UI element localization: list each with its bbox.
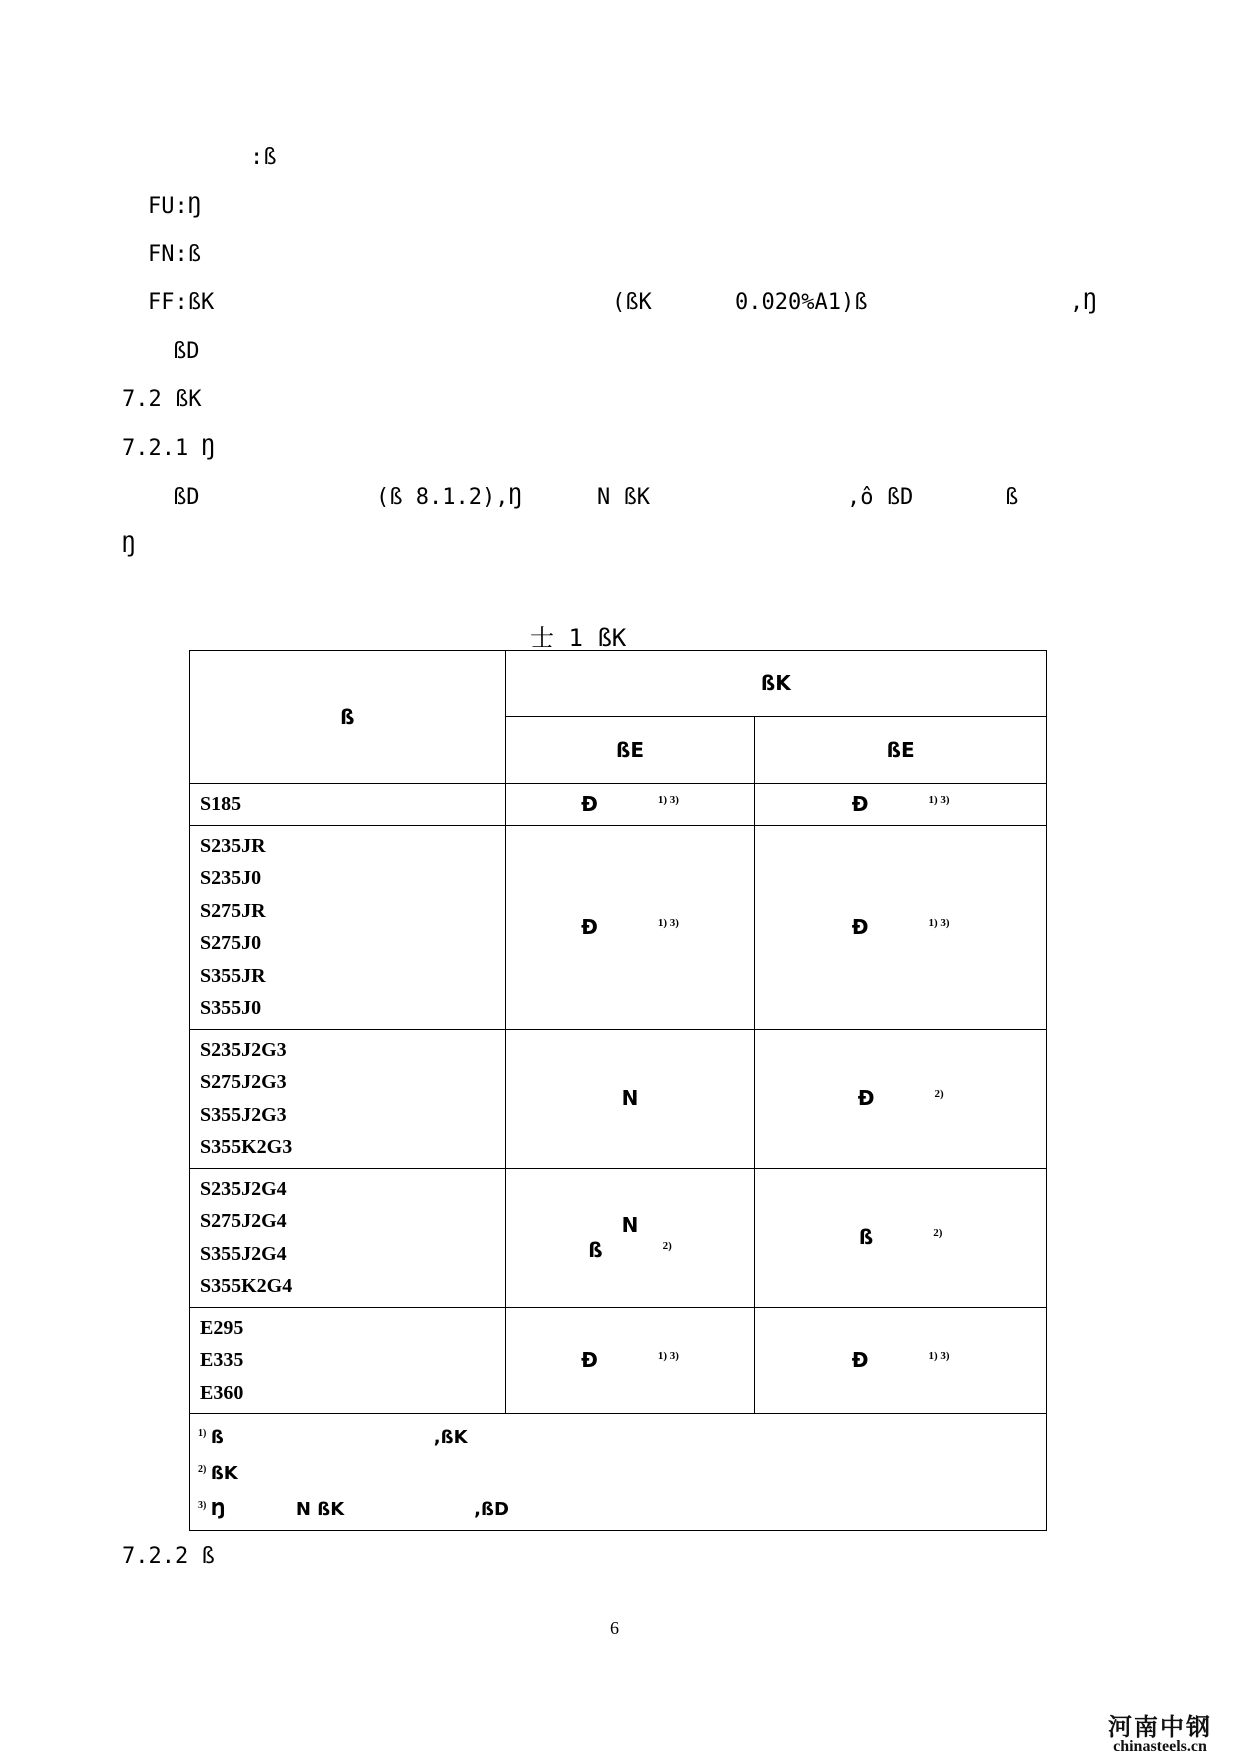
grade-cell: [190, 1168, 506, 1307]
text-line-13: N ßK: [597, 485, 650, 510]
condition-code: Ð: [581, 914, 598, 939]
text-line-10: 7.2.1 Ŋ: [122, 436, 215, 461]
grade-name: S275J0: [200, 932, 262, 954]
table-row: [190, 825, 1047, 1029]
watermark-logo: [1085, 1707, 1235, 1756]
watermark-cn: 河南中钢: [1108, 1713, 1212, 1741]
note-3: $^{3)}$ Ŋ N ßK ,ßD: [198, 1499, 509, 1520]
condition-cell-2: [755, 784, 1047, 826]
grade-cell: [190, 1307, 506, 1414]
grade-name: S355K2G3: [200, 1136, 293, 1158]
text-line-8: ßD: [173, 339, 200, 364]
condition-code: Ð: [851, 914, 869, 939]
footnote-mark: 2): [933, 1227, 943, 1240]
condition-code: Ð: [851, 1347, 869, 1372]
grade-name: S275J2G4: [200, 1210, 287, 1232]
text-line-1: :ß: [250, 145, 277, 170]
text-line-4: FF:ßK: [148, 290, 215, 315]
header-group: ßK: [505, 651, 1046, 717]
table-row: [190, 784, 1047, 826]
table-row: [190, 1168, 1047, 1307]
footnote-mark: 1) 3): [928, 794, 950, 807]
grade-name: E295: [200, 1316, 244, 1339]
text-line-3: FN:ß: [148, 242, 201, 267]
condition-code: Ð: [581, 1347, 598, 1372]
text-line-15: ß: [1005, 485, 1019, 510]
grade-name: S355J0: [200, 997, 262, 1019]
grade-cell: [190, 784, 506, 826]
text-line-14: ,ô ßD: [847, 485, 914, 510]
grade-name: E335: [200, 1349, 244, 1371]
condition-code: Ð: [857, 1086, 875, 1110]
condition-cell-1: [505, 825, 755, 1029]
table-row: [190, 1029, 1047, 1168]
page-number: 6: [610, 1618, 619, 1638]
note-2: $^{2)}$ ßK: [198, 1463, 238, 1484]
grade-name: S185: [200, 793, 242, 815]
grade-cell: [190, 1029, 506, 1168]
header-sub1: ßE: [505, 717, 755, 784]
grade-name: S355JR: [200, 964, 266, 987]
condition-code: ß: [858, 1225, 874, 1249]
table-row: [190, 1307, 1047, 1414]
grade-name: S235JR: [200, 834, 266, 857]
text-line-7: ,Ŋ: [1070, 290, 1097, 315]
grade-name: S235J2G3: [200, 1038, 287, 1061]
section-heading-7-2-2: 7.2.2 ß: [122, 1544, 215, 1569]
condition-cell-1: [505, 1307, 755, 1414]
condition-cell-2: [755, 1168, 1047, 1307]
table-caption: 士 1 ßK: [530, 624, 627, 652]
grade-name: S275JR: [200, 899, 266, 922]
header-grade: ß: [190, 651, 506, 784]
header-sub2: ßE: [755, 717, 1047, 784]
condition-cell-2: [755, 825, 1047, 1029]
text-line-12: (ß 8.1.2),Ŋ: [376, 485, 522, 510]
condition-cell-2: [755, 1307, 1047, 1414]
condition-cell-1: [505, 1029, 755, 1168]
condition-code: Ð: [851, 791, 869, 816]
text-line-16: Ŋ: [122, 533, 136, 558]
grade-name: S355J2G3: [200, 1103, 287, 1126]
footnote-mark: 1) 3): [928, 1350, 950, 1363]
standard-table: [189, 650, 1047, 1531]
watermark-url: chinasteels.cn: [1113, 1738, 1207, 1755]
table-notes: [190, 1414, 1047, 1531]
grade-name: S235J2G4: [200, 1177, 287, 1200]
condition-cell-1: [505, 784, 755, 826]
footnote-mark: 2): [662, 1239, 672, 1252]
text-line-6: 0.020%A1)ß: [735, 290, 868, 315]
grade-name: S235J0: [200, 867, 262, 889]
footnote-mark: 1) 3): [657, 1350, 679, 1363]
condition-cell-2: [755, 1029, 1047, 1168]
footnote-mark: 2): [934, 1088, 944, 1101]
text-line-11: ßD: [173, 485, 200, 510]
grade-name: S275J2G3: [200, 1071, 287, 1093]
condition-code-extra: ß: [588, 1237, 603, 1262]
condition-code: N: [621, 1086, 639, 1110]
condition-code: Ð: [581, 791, 598, 816]
condition-cell-1: [505, 1168, 755, 1307]
footnote-mark: 1) 3): [928, 916, 950, 929]
grade-name: E360: [200, 1381, 244, 1404]
footnote-mark: 1) 3): [657, 794, 679, 807]
grade-cell: [190, 825, 506, 1029]
footnote-mark: 1) 3): [657, 916, 679, 929]
grade-name: S355J2G4: [200, 1242, 287, 1265]
condition-code: N: [621, 1212, 639, 1237]
grade-name: S355K2G4: [200, 1275, 293, 1297]
note-1: $^{1)}$ ß ,ßK: [198, 1427, 468, 1448]
text-line-2: FU:Ŋ: [148, 194, 201, 219]
text-line-5: (ßK: [612, 290, 652, 315]
text-line-9: 7.2 ßK: [122, 387, 202, 412]
